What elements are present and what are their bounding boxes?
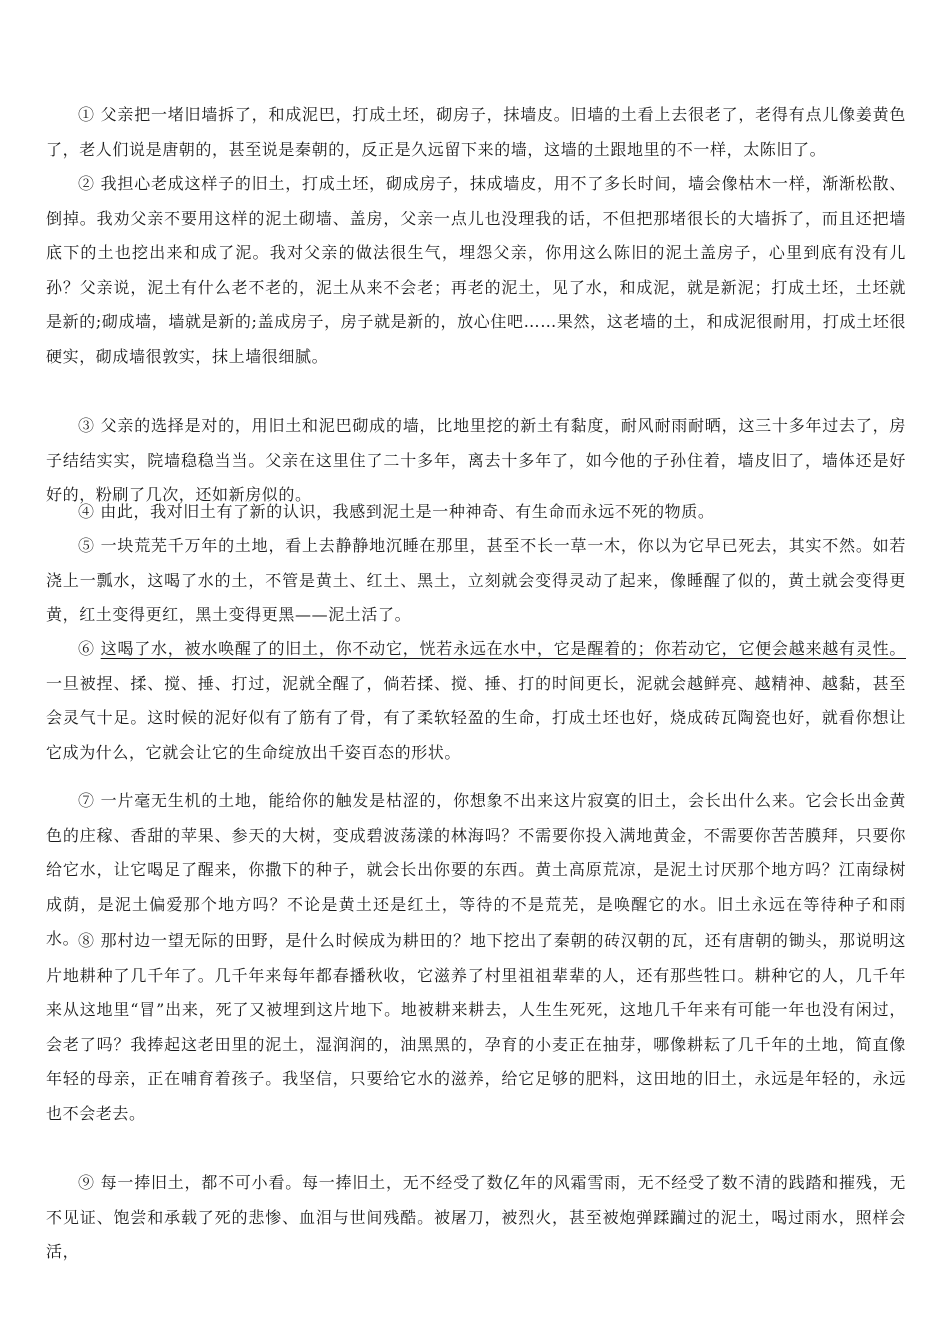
underlined-sentence: 这喝了水，被水唤醒了的旧土，你不动它，恍若永远在水中，它是醒着的；你若动它，它便会越来越有灵性。 (100, 639, 906, 658)
paragraph-6-number: ⑥ (78, 639, 101, 658)
paragraph-5: ⑤ 一块荒芜千万年的土地，看上去静静地沉睡在那里，甚至不长一草一木，你以为它早已死去，其实不然。如若浇上一瓢水，这喝了水的土，不管是黄土、红土、黑土，立刻就会变得灵动了起来，像睡醒了似的，黄土就会变得更黄，红土变得更红，黑土变得更黑——泥土活了。 (46, 536, 906, 624)
paragraph-1: ① 父亲把一堵旧墙拆了，和成泥巴，打成土坯，砌房子，抹墙皮。旧墙的土看上去很老了，老得有点儿像姜黄色了，老人们说是唐朝的，甚至说是秦朝的，反正是久远留下来的墙，这墙的土跟地里的不一样，太陈旧了。 (46, 105, 906, 159)
paragraph-3: ③ 父亲的选择是对的，用旧土和泥巴砌成的墙，比地里挖的新土有黏度，耐风耐雨耐晒，这三十多年过去了，房子结结实实，院墙稳稳当当。父亲在这里住了二十多年，离去十多年了，如今他的子孙住着，墙皮旧了，墙体还是好好的，粉刷了几次，还如新房似的。 (46, 416, 906, 504)
paragraph-7: ⑦ 一片毫无生机的土地，能给你的触发是枯涩的，你想象不出来这片寂寞的旧土，会长出什么来。它会长出金黄色的庄稼、香甜的苹果、参天的大树，变成碧波荡漾的林海吗？不需要你投入满地黄金，不需要你苦苦膜拜，只要你给它水，让它喝足了醒来，你撒下的种子，就会长出你要的东西。黄土高原荒凉，是泥土讨厌那个地方吗？江南绿树成荫，是泥土偏爱那个地方吗？不论是黄土还是红土，等待的不是荒芜，是唤醒它的水。旧土永远在等待种子和雨水。 (46, 791, 906, 948)
paragraph-8: ⑧ 那村边一望无际的田野，是什么时候成为耕田的？地下挖出了秦朝的砖汉朝的瓦，还有唐朝的锄头，那说明这片地耕种了几千年了。几千年来每年都春播秋收，它滋养了村里祖祖辈辈的人，还有那些牲口。耕种它的人，几千年来从这地里“冒”出来，死了又被埋到这片地下。地被耕来耕去，人生生死死，这地几千年来有可能一年也没有闲过，会老了吗？我捧起这老田里的泥土，湿润润的，油黑黑的，孕育的小麦正在抽芽，哪像耕耘了几千年的土地，简直像年轻的母亲，正在哺育着孩子。我坚信，只要给它水的滋养，给它足够的肥料，这田地的旧土，永远是年轻的，永远也不会老去。 (46, 931, 906, 1123)
paragraph-9: ⑨ 每一捧旧土，都不可小看。每一捧旧土，无不经受了数亿年的风霜雪雨，无不经受了数不清的践踏和摧残，无不见证、饱尝和承载了死的悲惨、血泪与世间残酷。被屠刀，被烈火，甚至被炮弹蹂躏过的泥土，喝过雨水，照样会活， (46, 1173, 906, 1261)
paragraph-6 (46, 632, 906, 770)
paragraph-6-rest: 一旦被捏、揉、搅、捶、打过，泥就全醒了，倘若揉、搅、捶、打的时间更长，泥就会越鲜亮、越精神、越黏，甚至会灵气十足。这时候的泥好似有了筋有了骨，有了柔软轻盈的生命，打成土坯也好，烧成砖瓦陶瓷也好，就看你想让它成为什么，它就会让它的生命绽放出千姿百态的形状。 (46, 673, 906, 762)
paragraph-4: ④ 由此，我对旧土有了新的认识，我感到泥土是一种神奇、有生命而永远不死的物质。 (78, 502, 715, 521)
paragraph-2: ② 我担心老成这样子的旧土，打成土坯，砌成房子，抹成墙皮，用不了多长时间，墙会像枯木一样，渐渐松散、倒掉。我劝父亲不要用这样的泥土砌墙、盖房，父亲一点儿也没理我的话，不但把那堵很长的大墙拆了，而且还把墙底下的土也挖出来和成了泥。我对父亲的做法很生气，埋怨父亲，你用这么陈旧的泥土盖房子，心里到底有没有儿孙？父亲说，泥土有什么老不老的，泥土从来不会老；再老的泥土，见了水，和成泥，就是新泥；打成土坯，土坯就是新的;砌成墙，墙就是新的;盖成房子，房子就是新的，放心住吧……果然，这老墙的土，和成泥很耐用，打成土坯很硬实，砌成墙很敦实，抹上墙很细腻。 (46, 174, 906, 366)
